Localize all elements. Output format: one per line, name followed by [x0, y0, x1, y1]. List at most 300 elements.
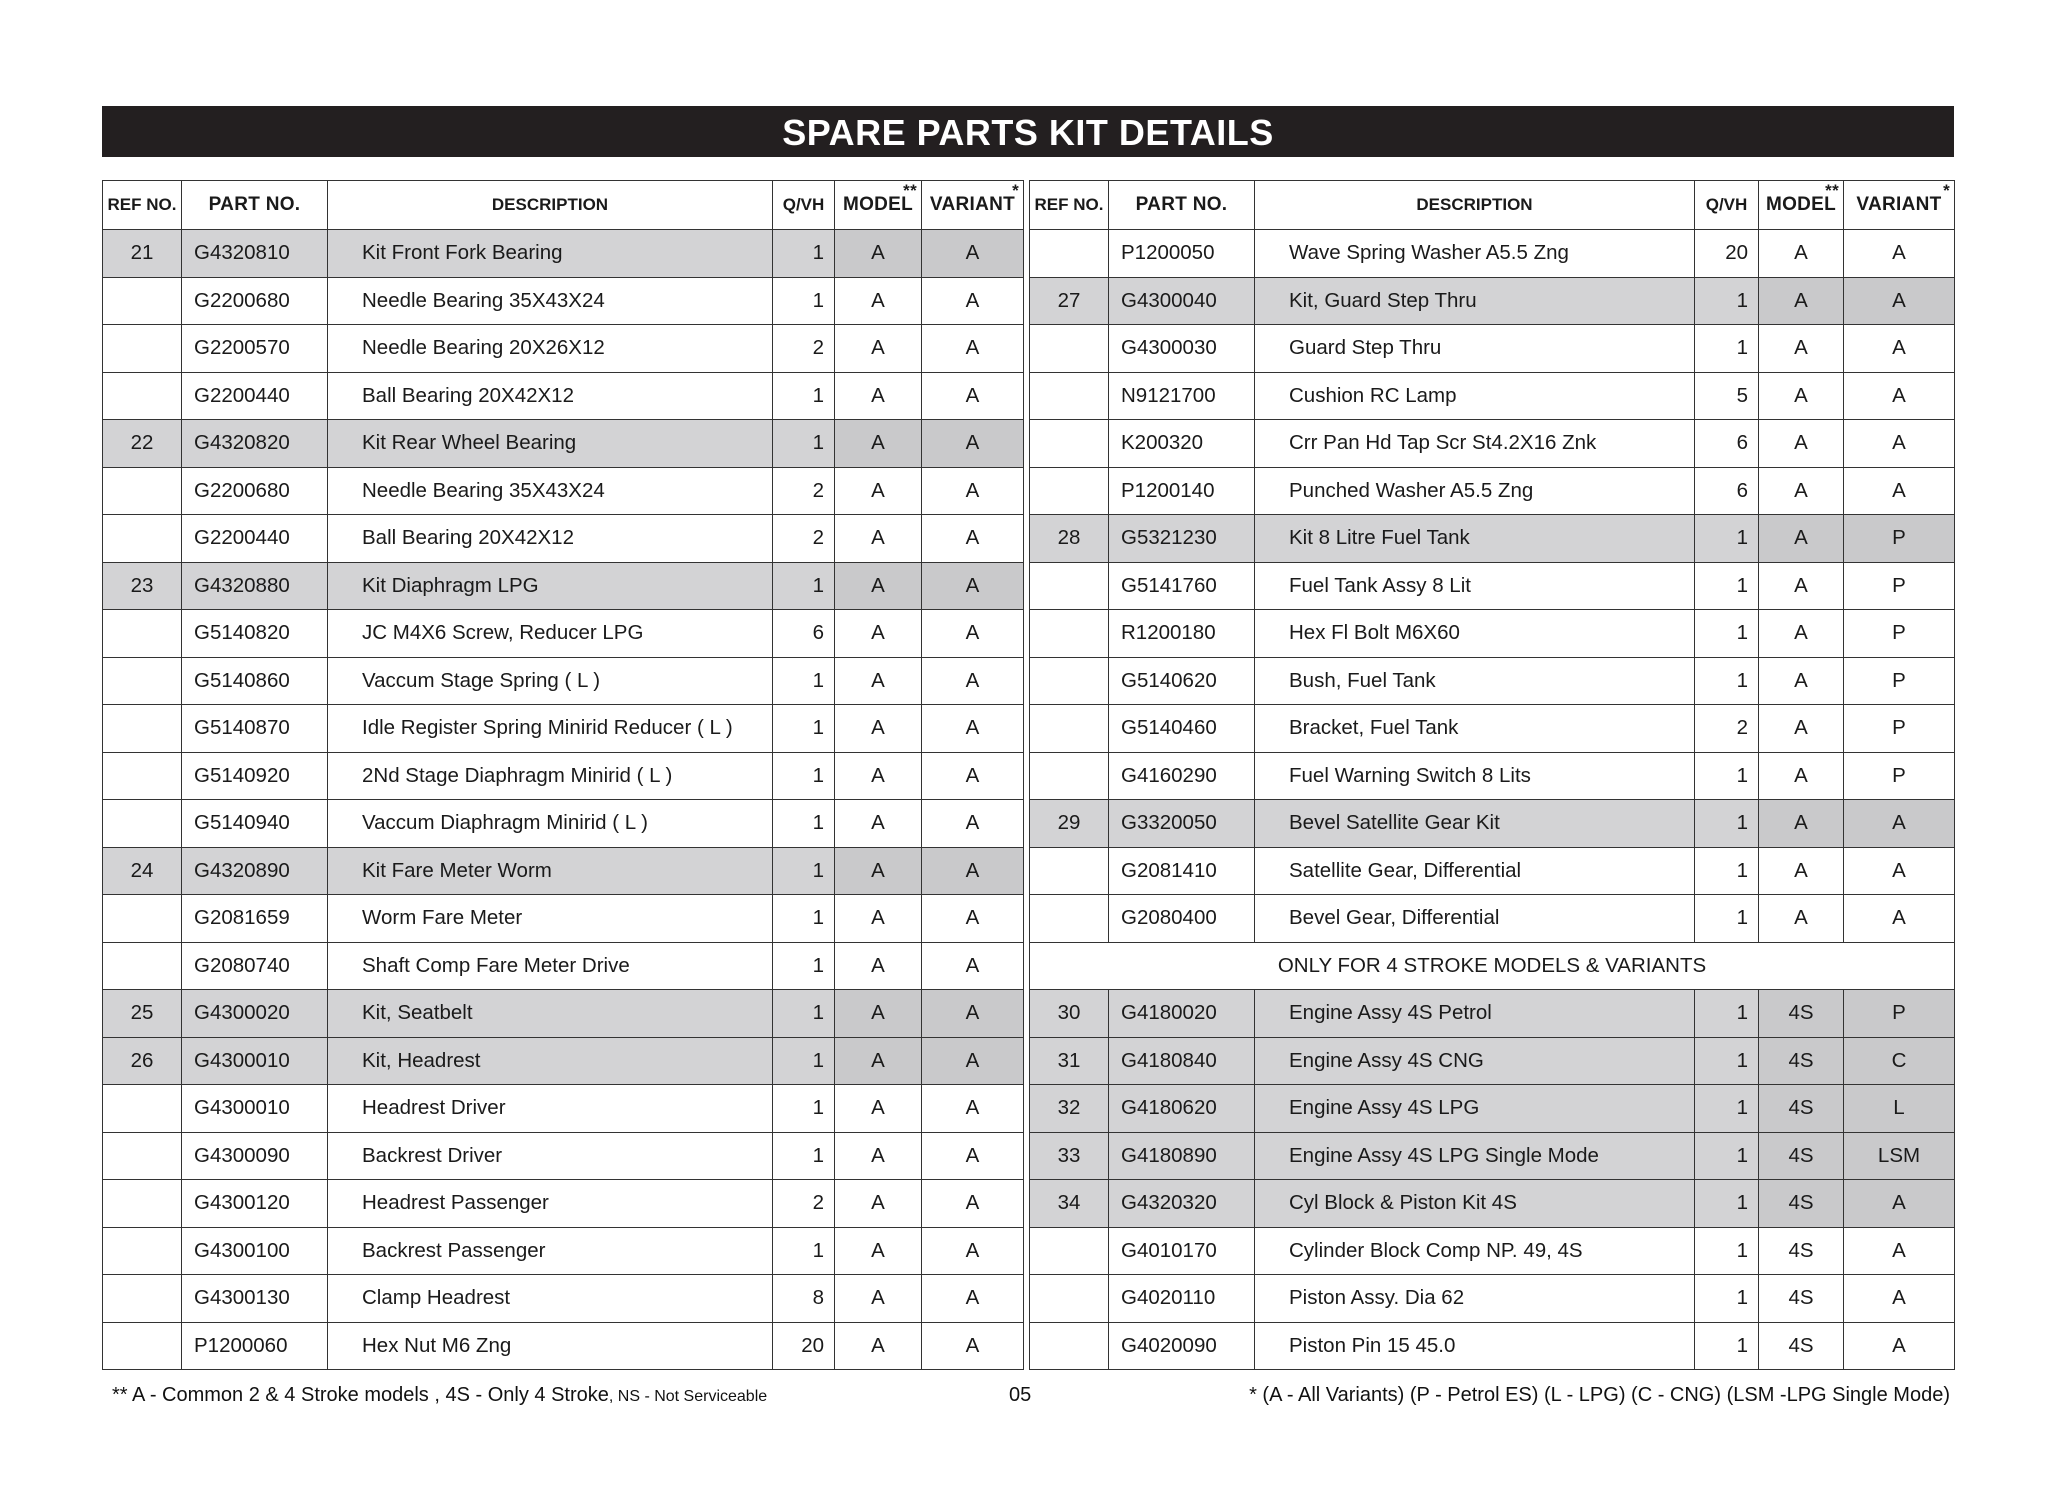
- variant-cell: L: [1844, 1085, 1955, 1133]
- description-cell: Fuel Tank Assy 8 Lit: [1255, 562, 1695, 610]
- part-no-cell: P1200050: [1109, 230, 1255, 278]
- table-row: [1030, 467, 1955, 515]
- table-row: [1030, 1322, 1955, 1370]
- variant-cell: A: [922, 800, 1024, 848]
- ref-no-cell: 27: [1030, 277, 1109, 325]
- ref-no-cell: [103, 657, 182, 705]
- ref-no-cell: 31: [1030, 1037, 1109, 1085]
- kit-row: [1030, 1180, 1955, 1228]
- table-row: [1030, 752, 1955, 800]
- variant-footnote-mark: *: [1943, 181, 1950, 200]
- header-ref-no: REF NO.: [103, 181, 182, 230]
- ref-no-cell: 30: [1030, 990, 1109, 1038]
- qty-cell: 1: [1695, 895, 1759, 943]
- model-cell: 4S: [1759, 1085, 1844, 1133]
- model-cell: A: [835, 1085, 922, 1133]
- description-cell: Engine Assy 4S LPG: [1255, 1085, 1695, 1133]
- ref-no-cell: [1030, 420, 1109, 468]
- description-cell: 2Nd Stage Diaphragm Minirid ( L ): [328, 752, 773, 800]
- description-cell: Shaft Comp Fare Meter Drive: [328, 942, 773, 990]
- qty-cell: 20: [1695, 230, 1759, 278]
- part-no-cell: G5321230: [1109, 515, 1255, 563]
- ref-no-cell: [103, 800, 182, 848]
- description-cell: Kit, Headrest: [328, 1037, 773, 1085]
- qty-cell: 6: [1695, 467, 1759, 515]
- description-cell: Idle Register Spring Minirid Reducer ( L ): [328, 705, 773, 753]
- header-model: ** MODEL: [835, 181, 922, 230]
- ref-no-cell: 23: [103, 562, 182, 610]
- variant-cell: LSM: [1844, 1132, 1955, 1180]
- variant-cell: P: [1844, 610, 1955, 658]
- table-row: [103, 325, 1024, 373]
- header-part-no: PART NO.: [1109, 181, 1255, 230]
- ref-no-cell: 32: [1030, 1085, 1109, 1133]
- qty-cell: 1: [1695, 800, 1759, 848]
- variant-cell: A: [922, 705, 1024, 753]
- ref-no-cell: [103, 610, 182, 658]
- kit-row: [1030, 1132, 1955, 1180]
- model-cell: A: [1759, 325, 1844, 373]
- variant-cell: A: [922, 515, 1024, 563]
- part-no-cell: G3320050: [1109, 800, 1255, 848]
- qty-cell: 1: [773, 705, 835, 753]
- description-cell: Vaccum Stage Spring ( L ): [328, 657, 773, 705]
- description-cell: Bush, Fuel Tank: [1255, 657, 1695, 705]
- qty-cell: 1: [773, 895, 835, 943]
- part-no-cell: G4300120: [182, 1180, 328, 1228]
- table-row: [103, 372, 1024, 420]
- description-cell: Cyl Block & Piston Kit 4S: [1255, 1180, 1695, 1228]
- page-title: SPARE PARTS KIT DETAILS: [102, 106, 1954, 157]
- model-cell: A: [835, 372, 922, 420]
- qty-cell: 1: [1695, 657, 1759, 705]
- description-cell: Needle Bearing 35X43X24: [328, 467, 773, 515]
- part-no-cell: G5140820: [182, 610, 328, 658]
- kit-row: [1030, 277, 1955, 325]
- qty-cell: 2: [1695, 705, 1759, 753]
- part-no-cell: G5140920: [182, 752, 328, 800]
- qty-cell: 1: [773, 847, 835, 895]
- part-no-cell: G2081410: [1109, 847, 1255, 895]
- description-cell: Engine Assy 4S LPG Single Mode: [1255, 1132, 1695, 1180]
- model-cell: 4S: [1759, 1322, 1844, 1370]
- description-cell: Crr Pan Hd Tap Scr St4.2X16 Znk: [1255, 420, 1695, 468]
- qty-cell: 1: [773, 230, 835, 278]
- description-cell: Bracket, Fuel Tank: [1255, 705, 1695, 753]
- table-row: [103, 1227, 1024, 1275]
- table-row: [103, 1322, 1024, 1370]
- description-cell: Ball Bearing 20X42X12: [328, 372, 773, 420]
- description-cell: Cushion RC Lamp: [1255, 372, 1695, 420]
- model-cell: A: [835, 752, 922, 800]
- header-qty: Q/VH: [773, 181, 835, 230]
- qty-cell: 1: [773, 990, 835, 1038]
- model-cell: A: [835, 277, 922, 325]
- ref-no-cell: [1030, 1227, 1109, 1275]
- ref-no-cell: [103, 752, 182, 800]
- variant-cell: A: [922, 467, 1024, 515]
- variant-cell: A: [922, 1275, 1024, 1323]
- description-cell: Backrest Driver: [328, 1132, 773, 1180]
- description-cell: Headrest Driver: [328, 1085, 773, 1133]
- table-row: [103, 467, 1024, 515]
- model-cell: A: [1759, 515, 1844, 563]
- qty-cell: 1: [1695, 1037, 1759, 1085]
- ref-no-cell: [1030, 705, 1109, 753]
- ref-no-cell: [103, 1275, 182, 1323]
- qty-cell: 1: [773, 800, 835, 848]
- ref-no-cell: [1030, 895, 1109, 943]
- part-no-cell: N9121700: [1109, 372, 1255, 420]
- qty-cell: 1: [773, 420, 835, 468]
- ref-no-cell: [1030, 467, 1109, 515]
- qty-cell: 1: [1695, 277, 1759, 325]
- part-no-cell: G4300130: [182, 1275, 328, 1323]
- part-no-cell: G4300030: [1109, 325, 1255, 373]
- part-no-cell: G5140460: [1109, 705, 1255, 753]
- qty-cell: 20: [773, 1322, 835, 1370]
- model-cell: 4S: [1759, 1275, 1844, 1323]
- table-row: [103, 942, 1024, 990]
- variant-cell: A: [1844, 1275, 1955, 1323]
- description-cell: Kit 8 Litre Fuel Tank: [1255, 515, 1695, 563]
- part-no-cell: G5140870: [182, 705, 328, 753]
- variant-cell: A: [922, 372, 1024, 420]
- part-no-cell: G4320320: [1109, 1180, 1255, 1228]
- left-parts-table: [102, 180, 1024, 1370]
- variant-cell: A: [922, 847, 1024, 895]
- ref-no-cell: [1030, 1275, 1109, 1323]
- header-qty: Q/VH: [1695, 181, 1759, 230]
- part-no-cell: G2080740: [182, 942, 328, 990]
- ref-no-cell: 22: [103, 420, 182, 468]
- model-cell: A: [835, 515, 922, 563]
- variant-cell: A: [922, 1227, 1024, 1275]
- model-cell: 4S: [1759, 1227, 1844, 1275]
- part-no-cell: G4320890: [182, 847, 328, 895]
- description-cell: Piston Pin 15 45.0: [1255, 1322, 1695, 1370]
- header-part-no: PART NO.: [182, 181, 328, 230]
- part-no-cell: G4180890: [1109, 1132, 1255, 1180]
- model-legend: ** A - Common 2 & 4 Stroke models , 4S - Only 4 Stroke, NS - Not Serviceable: [112, 1384, 768, 1406]
- table-row: [1030, 372, 1955, 420]
- model-cell: A: [835, 325, 922, 373]
- variant-cell: A: [1844, 467, 1955, 515]
- part-no-cell: K200320: [1109, 420, 1255, 468]
- right-parts-table: [1029, 180, 1955, 1370]
- ref-no-cell: [103, 705, 182, 753]
- model-cell: A: [1759, 230, 1844, 278]
- header-description: DESCRIPTION: [1255, 181, 1695, 230]
- model-cell: 4S: [1759, 1037, 1844, 1085]
- table-header-row: [103, 181, 1024, 230]
- ref-no-cell: [103, 895, 182, 943]
- table-row: [103, 657, 1024, 705]
- variant-cell: A: [922, 990, 1024, 1038]
- description-cell: Guard Step Thru: [1255, 325, 1695, 373]
- model-cell: A: [1759, 277, 1844, 325]
- table-row: [1030, 420, 1955, 468]
- model-cell: A: [835, 1037, 922, 1085]
- model-cell: A: [1759, 562, 1844, 610]
- model-cell: A: [1759, 420, 1844, 468]
- variant-cell: P: [1844, 705, 1955, 753]
- description-cell: Backrest Passenger: [328, 1227, 773, 1275]
- ref-no-cell: [1030, 1322, 1109, 1370]
- description-cell: Needle Bearing 35X43X24: [328, 277, 773, 325]
- description-cell: Engine Assy 4S CNG: [1255, 1037, 1695, 1085]
- variant-cell: P: [1844, 515, 1955, 563]
- table-row: [103, 610, 1024, 658]
- table-row: [103, 1275, 1024, 1323]
- model-cell: A: [835, 800, 922, 848]
- ref-no-cell: [1030, 847, 1109, 895]
- qty-cell: 1: [773, 1037, 835, 1085]
- description-cell: Bevel Satellite Gear Kit: [1255, 800, 1695, 848]
- part-no-cell: G4320810: [182, 230, 328, 278]
- part-no-cell: G4020090: [1109, 1322, 1255, 1370]
- variant-cell: A: [922, 1132, 1024, 1180]
- qty-cell: 1: [1695, 325, 1759, 373]
- description-cell: Kit Diaphragm LPG: [328, 562, 773, 610]
- variant-cell: A: [922, 942, 1024, 990]
- table-row: [103, 705, 1024, 753]
- qty-cell: 1: [773, 1132, 835, 1180]
- model-cell: A: [835, 942, 922, 990]
- description-cell: Kit, Guard Step Thru: [1255, 277, 1695, 325]
- model-cell: A: [1759, 752, 1844, 800]
- table-row: [103, 1180, 1024, 1228]
- kit-row: [1030, 1037, 1955, 1085]
- model-cell: A: [835, 467, 922, 515]
- variant-cell: A: [922, 420, 1024, 468]
- ref-no-cell: [103, 277, 182, 325]
- kit-row: [103, 562, 1024, 610]
- model-cell: A: [835, 1132, 922, 1180]
- variant-cell: A: [1844, 372, 1955, 420]
- qty-cell: 5: [1695, 372, 1759, 420]
- model-cell: A: [835, 1322, 922, 1370]
- header-variant: * VARIANT: [922, 181, 1024, 230]
- model-cell: A: [835, 990, 922, 1038]
- ref-no-cell: [103, 467, 182, 515]
- description-cell: Headrest Passenger: [328, 1180, 773, 1228]
- variant-cell: A: [922, 895, 1024, 943]
- kit-row: [103, 990, 1024, 1038]
- ref-no-cell: 34: [1030, 1180, 1109, 1228]
- variant-cell: P: [1844, 990, 1955, 1038]
- ref-no-cell: [103, 1322, 182, 1370]
- qty-cell: 6: [1695, 420, 1759, 468]
- part-no-cell: G4180620: [1109, 1085, 1255, 1133]
- model-cell: A: [835, 562, 922, 610]
- table-row: [1030, 325, 1955, 373]
- part-no-cell: G5140940: [182, 800, 328, 848]
- variant-cell: A: [1844, 277, 1955, 325]
- qty-cell: 1: [1695, 1132, 1759, 1180]
- model-cell: 4S: [1759, 1132, 1844, 1180]
- qty-cell: 1: [773, 942, 835, 990]
- variant-legend: * (A - All Variants) (P - Petrol ES) (L - LPG) (C - CNG) (LSM -LPG Single Mode): [1249, 1384, 1950, 1406]
- section-note-row: [1030, 942, 1955, 990]
- kit-row: [1030, 990, 1955, 1038]
- qty-cell: 1: [1695, 1085, 1759, 1133]
- qty-cell: 1: [1695, 562, 1759, 610]
- model-cell: A: [1759, 610, 1844, 658]
- table-row: [103, 895, 1024, 943]
- variant-cell: A: [1844, 1322, 1955, 1370]
- variant-cell: A: [1844, 325, 1955, 373]
- kit-row: [103, 847, 1024, 895]
- qty-cell: 1: [1695, 1180, 1759, 1228]
- table-row: [1030, 1227, 1955, 1275]
- model-footnote-mark: **: [903, 181, 917, 200]
- variant-cell: A: [922, 1180, 1024, 1228]
- part-no-cell: G5141760: [1109, 562, 1255, 610]
- kit-row: [103, 230, 1024, 278]
- section-note: ONLY FOR 4 STROKE MODELS & VARIANTS: [1030, 942, 1955, 990]
- description-cell: Vaccum Diaphragm Minirid ( L ): [328, 800, 773, 848]
- variant-cell: A: [922, 610, 1024, 658]
- model-cell: 4S: [1759, 990, 1844, 1038]
- qty-cell: 2: [773, 1180, 835, 1228]
- description-cell: Fuel Warning Switch 8 Lits: [1255, 752, 1695, 800]
- ref-no-cell: 26: [103, 1037, 182, 1085]
- part-no-cell: P1200060: [182, 1322, 328, 1370]
- part-no-cell: G4300010: [182, 1037, 328, 1085]
- table-row: [103, 800, 1024, 848]
- table-row: [1030, 230, 1955, 278]
- kit-row: [103, 1037, 1024, 1085]
- variant-cell: A: [922, 277, 1024, 325]
- part-no-cell: G4300100: [182, 1227, 328, 1275]
- ref-no-cell: [1030, 372, 1109, 420]
- model-legend-text: ** A - Common 2 & 4 Stroke models , 4S - Only 4 Stroke: [112, 1384, 609, 1406]
- model-cell: A: [835, 657, 922, 705]
- variant-cell: A: [922, 325, 1024, 373]
- model-cell: A: [835, 1227, 922, 1275]
- kit-row: [1030, 1085, 1955, 1133]
- qty-cell: 8: [773, 1275, 835, 1323]
- description-cell: Piston Assy. Dia 62: [1255, 1275, 1695, 1323]
- table-row: [1030, 847, 1955, 895]
- ref-no-cell: 29: [1030, 800, 1109, 848]
- variant-cell: C: [1844, 1037, 1955, 1085]
- part-no-cell: G4320820: [182, 420, 328, 468]
- qty-cell: 1: [1695, 1322, 1759, 1370]
- part-no-cell: G4010170: [1109, 1227, 1255, 1275]
- ref-no-cell: [103, 1180, 182, 1228]
- model-cell: A: [835, 420, 922, 468]
- ref-no-cell: [103, 515, 182, 563]
- qty-cell: 1: [773, 657, 835, 705]
- variant-cell: A: [922, 657, 1024, 705]
- part-no-cell: G5140860: [182, 657, 328, 705]
- ref-no-cell: 28: [1030, 515, 1109, 563]
- variant-cell: A: [922, 752, 1024, 800]
- model-cell: A: [835, 1180, 922, 1228]
- variant-cell: P: [1844, 752, 1955, 800]
- kit-row: [103, 420, 1024, 468]
- model-cell: A: [1759, 657, 1844, 705]
- table-row: [103, 1132, 1024, 1180]
- model-cell: A: [1759, 467, 1844, 515]
- header-description: DESCRIPTION: [328, 181, 773, 230]
- model-cell: A: [1759, 847, 1844, 895]
- variant-cell: A: [922, 1322, 1024, 1370]
- qty-cell: 1: [1695, 610, 1759, 658]
- qty-cell: 2: [773, 325, 835, 373]
- description-cell: Worm Fare Meter: [328, 895, 773, 943]
- ref-no-cell: [103, 325, 182, 373]
- part-no-cell: G2081659: [182, 895, 328, 943]
- ref-no-cell: [103, 372, 182, 420]
- part-no-cell: R1200180: [1109, 610, 1255, 658]
- variant-cell: A: [922, 562, 1024, 610]
- table-row: [103, 752, 1024, 800]
- ref-no-cell: 25: [103, 990, 182, 1038]
- description-cell: Satellite Gear, Differential: [1255, 847, 1695, 895]
- part-no-cell: G2200680: [182, 277, 328, 325]
- variant-cell: A: [1844, 1180, 1955, 1228]
- description-cell: Needle Bearing 20X26X12: [328, 325, 773, 373]
- part-no-cell: G4300010: [182, 1085, 328, 1133]
- ref-no-cell: [1030, 325, 1109, 373]
- model-cell: A: [835, 705, 922, 753]
- model-footnote-mark: **: [1825, 181, 1839, 200]
- part-no-cell: G4160290: [1109, 752, 1255, 800]
- variant-cell: A: [1844, 230, 1955, 278]
- qty-cell: 1: [773, 277, 835, 325]
- part-no-cell: G4320880: [182, 562, 328, 610]
- qty-cell: 1: [773, 372, 835, 420]
- qty-cell: 6: [773, 610, 835, 658]
- header-variant: * VARIANT: [1844, 181, 1955, 230]
- part-no-cell: G4180020: [1109, 990, 1255, 1038]
- ref-no-cell: [103, 942, 182, 990]
- model-cell: A: [1759, 705, 1844, 753]
- part-no-cell: G5140620: [1109, 657, 1255, 705]
- part-no-cell: G2200570: [182, 325, 328, 373]
- variant-cell: P: [1844, 657, 1955, 705]
- qty-cell: 1: [1695, 1275, 1759, 1323]
- description-cell: Kit, Seatbelt: [328, 990, 773, 1038]
- ref-no-cell: [1030, 230, 1109, 278]
- part-no-cell: G4020110: [1109, 1275, 1255, 1323]
- qty-cell: 1: [1695, 515, 1759, 563]
- description-cell: Clamp Headrest: [328, 1275, 773, 1323]
- ref-no-cell: 33: [1030, 1132, 1109, 1180]
- model-cell: A: [1759, 895, 1844, 943]
- description-cell: Engine Assy 4S Petrol: [1255, 990, 1695, 1038]
- model-cell: A: [835, 847, 922, 895]
- part-no-cell: G4300040: [1109, 277, 1255, 325]
- variant-cell: A: [922, 1085, 1024, 1133]
- qty-cell: 2: [773, 467, 835, 515]
- model-cell: A: [835, 610, 922, 658]
- ref-no-cell: [1030, 657, 1109, 705]
- qty-cell: 1: [1695, 752, 1759, 800]
- part-no-cell: G4180840: [1109, 1037, 1255, 1085]
- part-no-cell: G4300020: [182, 990, 328, 1038]
- table-row: [1030, 610, 1955, 658]
- ref-no-cell: [103, 1227, 182, 1275]
- qty-cell: 1: [1695, 847, 1759, 895]
- qty-cell: 1: [773, 1085, 835, 1133]
- ref-no-cell: [1030, 610, 1109, 658]
- table-row: [1030, 562, 1955, 610]
- part-no-cell: G2200440: [182, 372, 328, 420]
